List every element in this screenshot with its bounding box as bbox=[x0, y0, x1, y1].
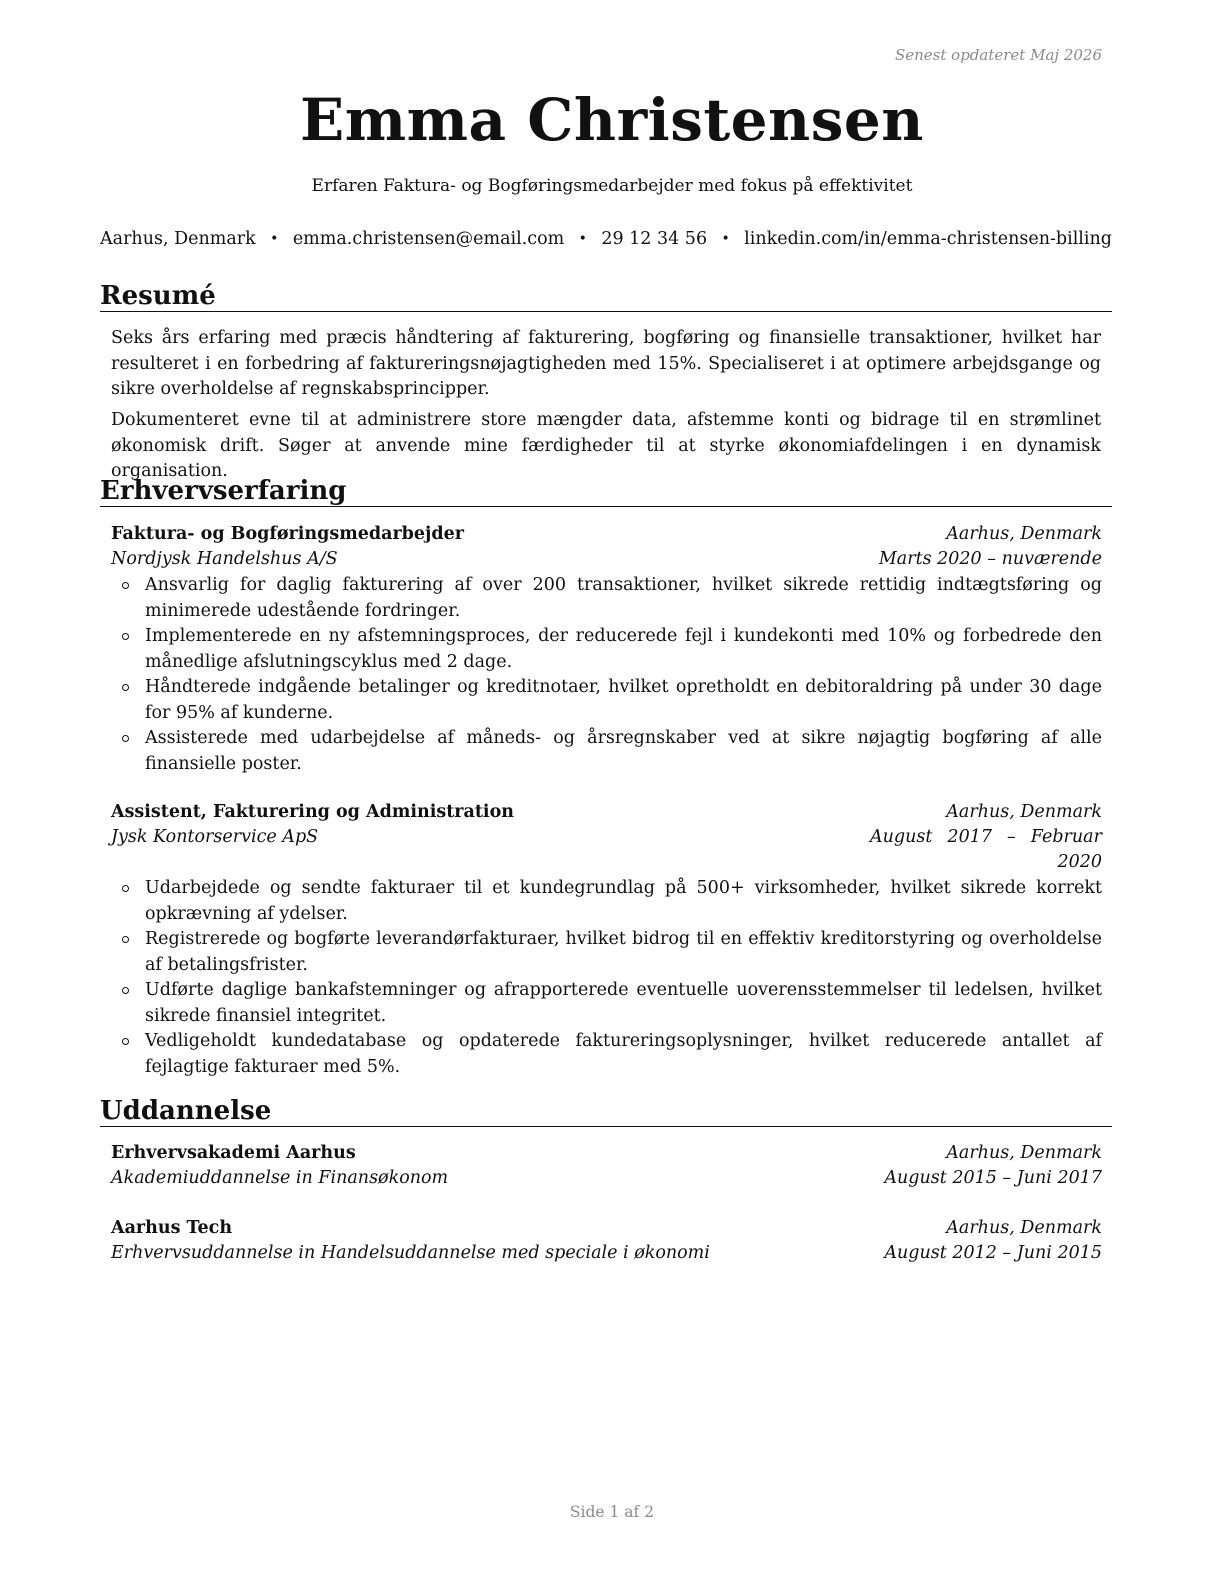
job-role: Faktura- og Bogføringsmedarbejder bbox=[111, 524, 464, 544]
contact-line bbox=[100, 229, 1112, 249]
bullet-circle-icon bbox=[122, 987, 129, 994]
education-degree: Akademiuddannelse in Finansøkonom bbox=[111, 1168, 449, 1188]
separator-dot: • bbox=[270, 231, 279, 247]
bullet-text: Håndterede indgående betalinger og kreditnotaer, hvilket opretholdt en debitoraldring på under 30 dage for 95% af kunderne. bbox=[145, 677, 1102, 723]
list-item bbox=[111, 726, 1102, 777]
job-header bbox=[111, 522, 1102, 547]
bullet-text: Udarbejdede og sendte fakturaer til et kundegrundlag på 500+ virksomheder, hvilket sikrede korrekt opkrævning af ydelser. bbox=[145, 878, 1102, 924]
job-dates: August 2017 – Februar 2020 bbox=[870, 827, 1102, 872]
education-school: Erhvervsakademi Aarhus bbox=[111, 1143, 356, 1163]
education-header bbox=[111, 1216, 1102, 1241]
contact-email[interactable]: emma.christensen@email.com bbox=[292, 229, 565, 249]
job-dates: Marts 2020 – nuværende bbox=[878, 549, 1102, 569]
bullet-circle-icon bbox=[122, 684, 129, 691]
education-subheader bbox=[111, 1166, 1102, 1191]
bullet-text: Registrerede og bogførte leverandørfakturaer, hvilket bidrog til en effektiv kreditorstyring og overholdelse af betalingsfrister. bbox=[145, 929, 1102, 975]
section-title-experience: Erhvervserfaring bbox=[100, 476, 1112, 507]
education-location: Aarhus, Denmark bbox=[946, 1218, 1102, 1238]
summary-paragraph: Dokumenteret evne til at administrere store mængder data, afstemme konti og bidrage til en strømlinet økonomisk drift. Søger at anvende mine færdigheder til at styrke økonomiafdelingen i en dynamisk organisation. bbox=[111, 410, 1101, 481]
separator-dot: • bbox=[721, 231, 730, 247]
bullet-text: Implementerede en ny afstemningsproces, der reducerede fejl i kundekonti med 10% og forbedrede den månedlige afslutningscyklus med 2 dage. bbox=[145, 626, 1102, 672]
bullet-circle-icon bbox=[122, 936, 129, 943]
list-item bbox=[111, 675, 1102, 726]
list-item bbox=[111, 927, 1102, 978]
job-subheader bbox=[111, 547, 1102, 572]
section-title-summary: Resumé bbox=[100, 281, 1112, 312]
contact-phone: 29 12 34 56 bbox=[601, 229, 708, 249]
candidate-name: Emma Christensen bbox=[300, 86, 924, 154]
job-company: Jysk Kontorservice ApS bbox=[111, 827, 319, 847]
education-degree: Erhvervsuddannelse in Handelsuddannelse med speciale i økonomi bbox=[111, 1243, 710, 1263]
contact-location: Aarhus, Denmark bbox=[100, 229, 256, 249]
job-bullets bbox=[111, 573, 1102, 777]
section-title-education: Uddannelse bbox=[100, 1096, 1112, 1127]
tagline: Erfaren Faktura- og Bogføringsmedarbejder med fokus på effektivitet bbox=[311, 176, 913, 196]
bullet-text: Udførte daglige bankafstemninger og afrapporterede eventuelle uoverensstemmelser til ledelsen, hvilket sikrede finansiel integritet. bbox=[145, 980, 1102, 1026]
bullet-text: Vedligeholdt kundedatabase og opdaterede faktureringsoplysninger, hvilket reducerede antallet af fejlagtige fakturaer med 5%. bbox=[145, 1031, 1102, 1077]
separator-dot: • bbox=[578, 231, 587, 247]
education-school: Aarhus Tech bbox=[111, 1218, 233, 1238]
page-number: Side 1 af 2 bbox=[569, 1503, 655, 1521]
bullet-circle-icon bbox=[122, 1038, 129, 1045]
list-item bbox=[111, 573, 1102, 624]
job-company: Nordjysk Handelshus A/S bbox=[111, 549, 338, 569]
education-dates: August 2012 – Juni 2015 bbox=[884, 1243, 1102, 1263]
list-item bbox=[111, 624, 1102, 675]
education-header bbox=[111, 1141, 1102, 1166]
bullet-circle-icon bbox=[122, 582, 129, 589]
list-item bbox=[111, 876, 1102, 927]
contact-linkedin[interactable]: linkedin.com/in/emma-christensen-billing bbox=[744, 229, 1112, 249]
job-location: Aarhus, Denmark bbox=[946, 802, 1102, 822]
bullet-text: Assisterede med udarbejdelse af måneds- og årsregnskaber ved at sikre nøjagtig bogføring af alle finansielle poster. bbox=[145, 728, 1102, 774]
education-dates: August 2015 – Juni 2017 bbox=[884, 1168, 1102, 1188]
job-role: Assistent, Fakturering og Administration bbox=[111, 802, 514, 822]
job-subheader bbox=[111, 825, 1102, 875]
summary-paragraph: Seks års erfaring med præcis håndtering af fakturering, bogføring og finansielle transaktioner, hvilket har resulteret i en forbedring af faktureringsnøjagtigheden med 15%. Specialiseret i at optimere arbejdsgange og sikre overholdelse af regnskabsprincipper. bbox=[111, 328, 1101, 399]
last-updated: Senest opdateret Maj 2026 bbox=[894, 46, 1102, 64]
education-subheader bbox=[111, 1241, 1102, 1266]
bullet-circle-icon bbox=[122, 735, 129, 742]
bullet-text: Ansvarlig for daglig fakturering af over 200 transaktioner, hvilket sikrede rettidig indtægtsføring og minimerede udestående fordringer. bbox=[145, 575, 1102, 621]
list-item bbox=[111, 1029, 1102, 1080]
bullet-circle-icon bbox=[122, 633, 129, 640]
job-header bbox=[111, 800, 1102, 825]
job-location: Aarhus, Denmark bbox=[946, 524, 1102, 544]
education-location: Aarhus, Denmark bbox=[946, 1143, 1102, 1163]
bullet-circle-icon bbox=[122, 885, 129, 892]
list-item bbox=[111, 978, 1102, 1029]
job-bullets bbox=[111, 876, 1102, 1080]
